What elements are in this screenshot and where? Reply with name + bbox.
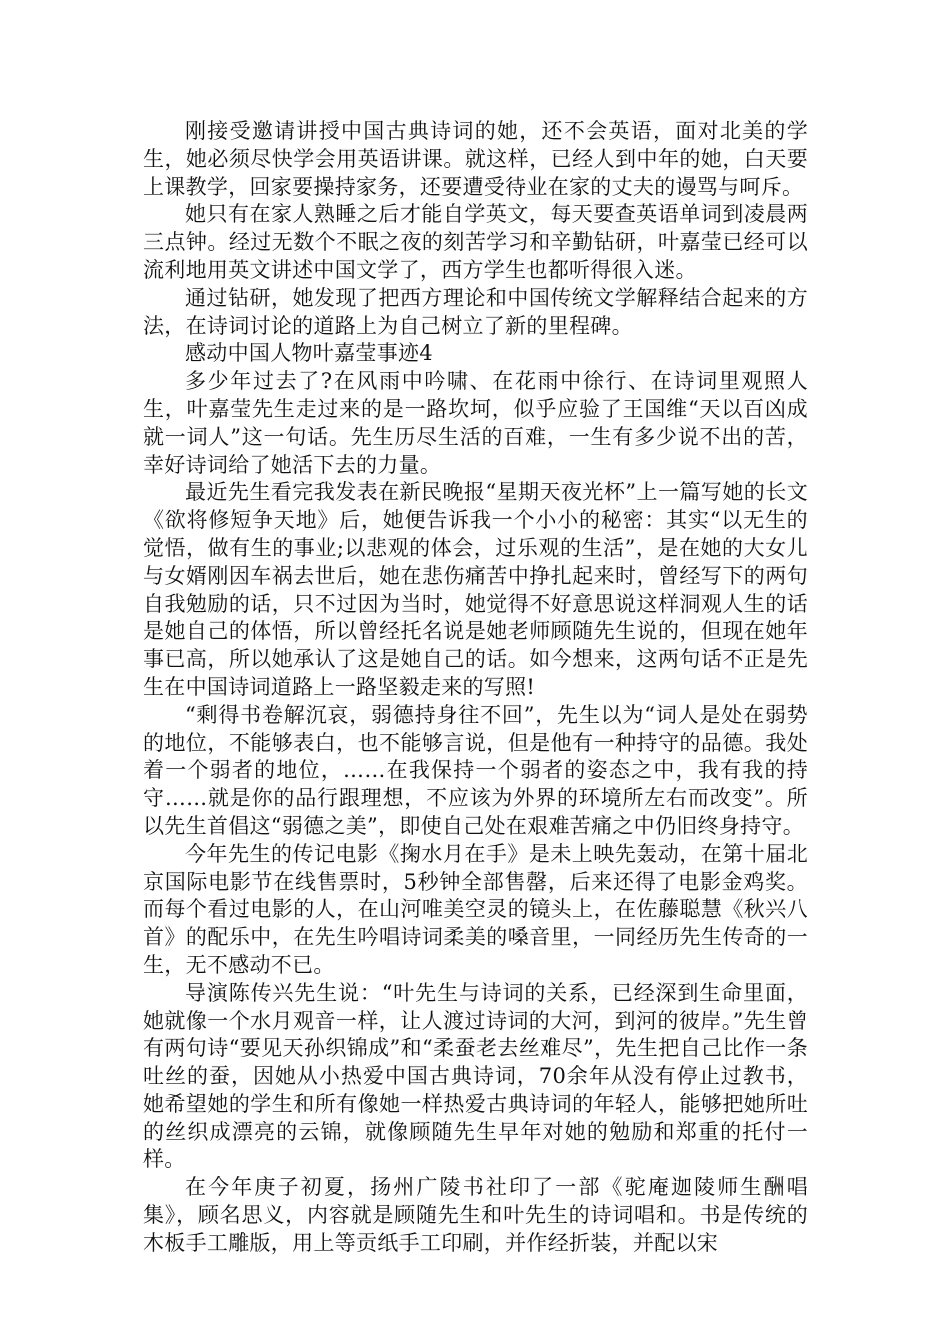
paragraph-weak-virtue: “剩得书卷解沉哀，弱德持身往不回”，先生以为“词人是处在弱势的地位，不能够表白，也不能够言说，但是他有一种持守的品德。我处着一个弱者的地位，……在我保持一个弱者的姿态之中，我有我的持守……就是你的品行跟理想，不应该为外界的环境所左右而改变”。所以先生首倡这“弱德之美”，即使自己处在艰难苦痛之中仍旧终身持守。 — [143, 702, 808, 838]
section-heading: 感动中国人物叶嘉莹事迹4 — [185, 341, 433, 366]
paragraph-self-study-english: 她只有在家人熟睡之后才能自学英文，每天要查英语单词到凌晨两三点钟。经过无数个不眠之夜的刻苦学习和辛勤钻研，叶嘉莹已经可以流利地用英文讲述中国文学了，西方学生也都听得很入迷。 — [143, 202, 808, 282]
document-page — [143, 118, 808, 1258]
paragraph-years-passed: 多少年过去了?在风雨中吟啸、在花雨中徐行、在诗词里观照人生，叶嘉莹先生走过来的是一路坎坷，似乎应验了王国维“天以百凶成就一词人”这一句话。先生历尽生活的百难，一生有多少说不出的苦，幸好诗词给了她活下去的力量。 — [143, 369, 808, 477]
paragraph-secret: 最近先生看完我发表在新民晚报“星期天夜光杯”上一篇写她的长文《欲将修短争天地》后，她便告诉我一个小小的秘密：其实“以无生的觉悟，做有生的事业;以悲观的体会，过乐观的生活”，是在她的大女儿与女婿刚因车祸去世后，她在悲伤痛苦中挣扎起来时，曾经写下的两句自我勉励的话，只不过因为当时，她觉得不好意思说这样洞观人生的话是她自己的体悟，所以曾经托名说是她老师顾随先生说的，但现在她年事已高，所以她承认了这是她自己的话。如今想来，这两句话不正是先生在中国诗词道路上一路坚毅走来的写照! — [143, 480, 808, 699]
paragraph-teaching-in-english: 刚接受邀请讲授中国古典诗词的她，还不会英语，面对北美的学生，她必须尽快学会用英语讲课。就这样，已经人到中年的她，白天要上课教学，回家要操持家务，还要遭受待业在家的丈夫的谩骂与呵斥。 — [143, 119, 808, 199]
paragraph-research-milestone: 通过钻研，她发现了把西方理论和中国传统文学解释结合起来的方法，在诗词讨论的道路上为自己树立了新的里程碑。 — [143, 285, 808, 338]
paragraph-biopic: 今年先生的传记电影《掬水月在手》是未上映先轰动，在第十届北京国际电影节在线售票时，5秒钟全部售罄，后来还得了电影金鸡奖。而每个看过电影的人，在山河唯美空灵的镜头上，在佐藤聪慧《秋兴八首》的配乐中，在先生吟唱诗词柔美的嗓音里，一同经历先生传奇的一生，无不感动不已。 — [143, 841, 808, 977]
paragraph-director-quote: 导演陈传兴先生说：“叶先生与诗词的关系，已经深到生命里面，她就像一个水月观音一样，让人渡过诗词的大河，到河的彼岸。”先生曾有两句诗“要见天孙织锦成”和“柔蚕老去丝难尽”，先生把自己比作一条吐丝的蚕，因她从小热爱中国古典诗词，70余年从没有停止过教书，她希望她的学生和所有像她一样热爱古典诗词的年轻人，能够把她所吐的丝织成漂亮的云锦，就像顾随先生早年对她的勉励和郑重的托付一样。 — [143, 980, 808, 1172]
paragraph-poetry-collection: 在今年庚子初夏，扬州广陵书社印了一部《驼庵迦陵师生酬唱集》，顾名思义，内容就是顾随先生和叶先生的诗词唱和。书是传统的木板手工雕版，用上等贡纸手工印刷，并作经折装，并配以宋 — [143, 1175, 808, 1255]
